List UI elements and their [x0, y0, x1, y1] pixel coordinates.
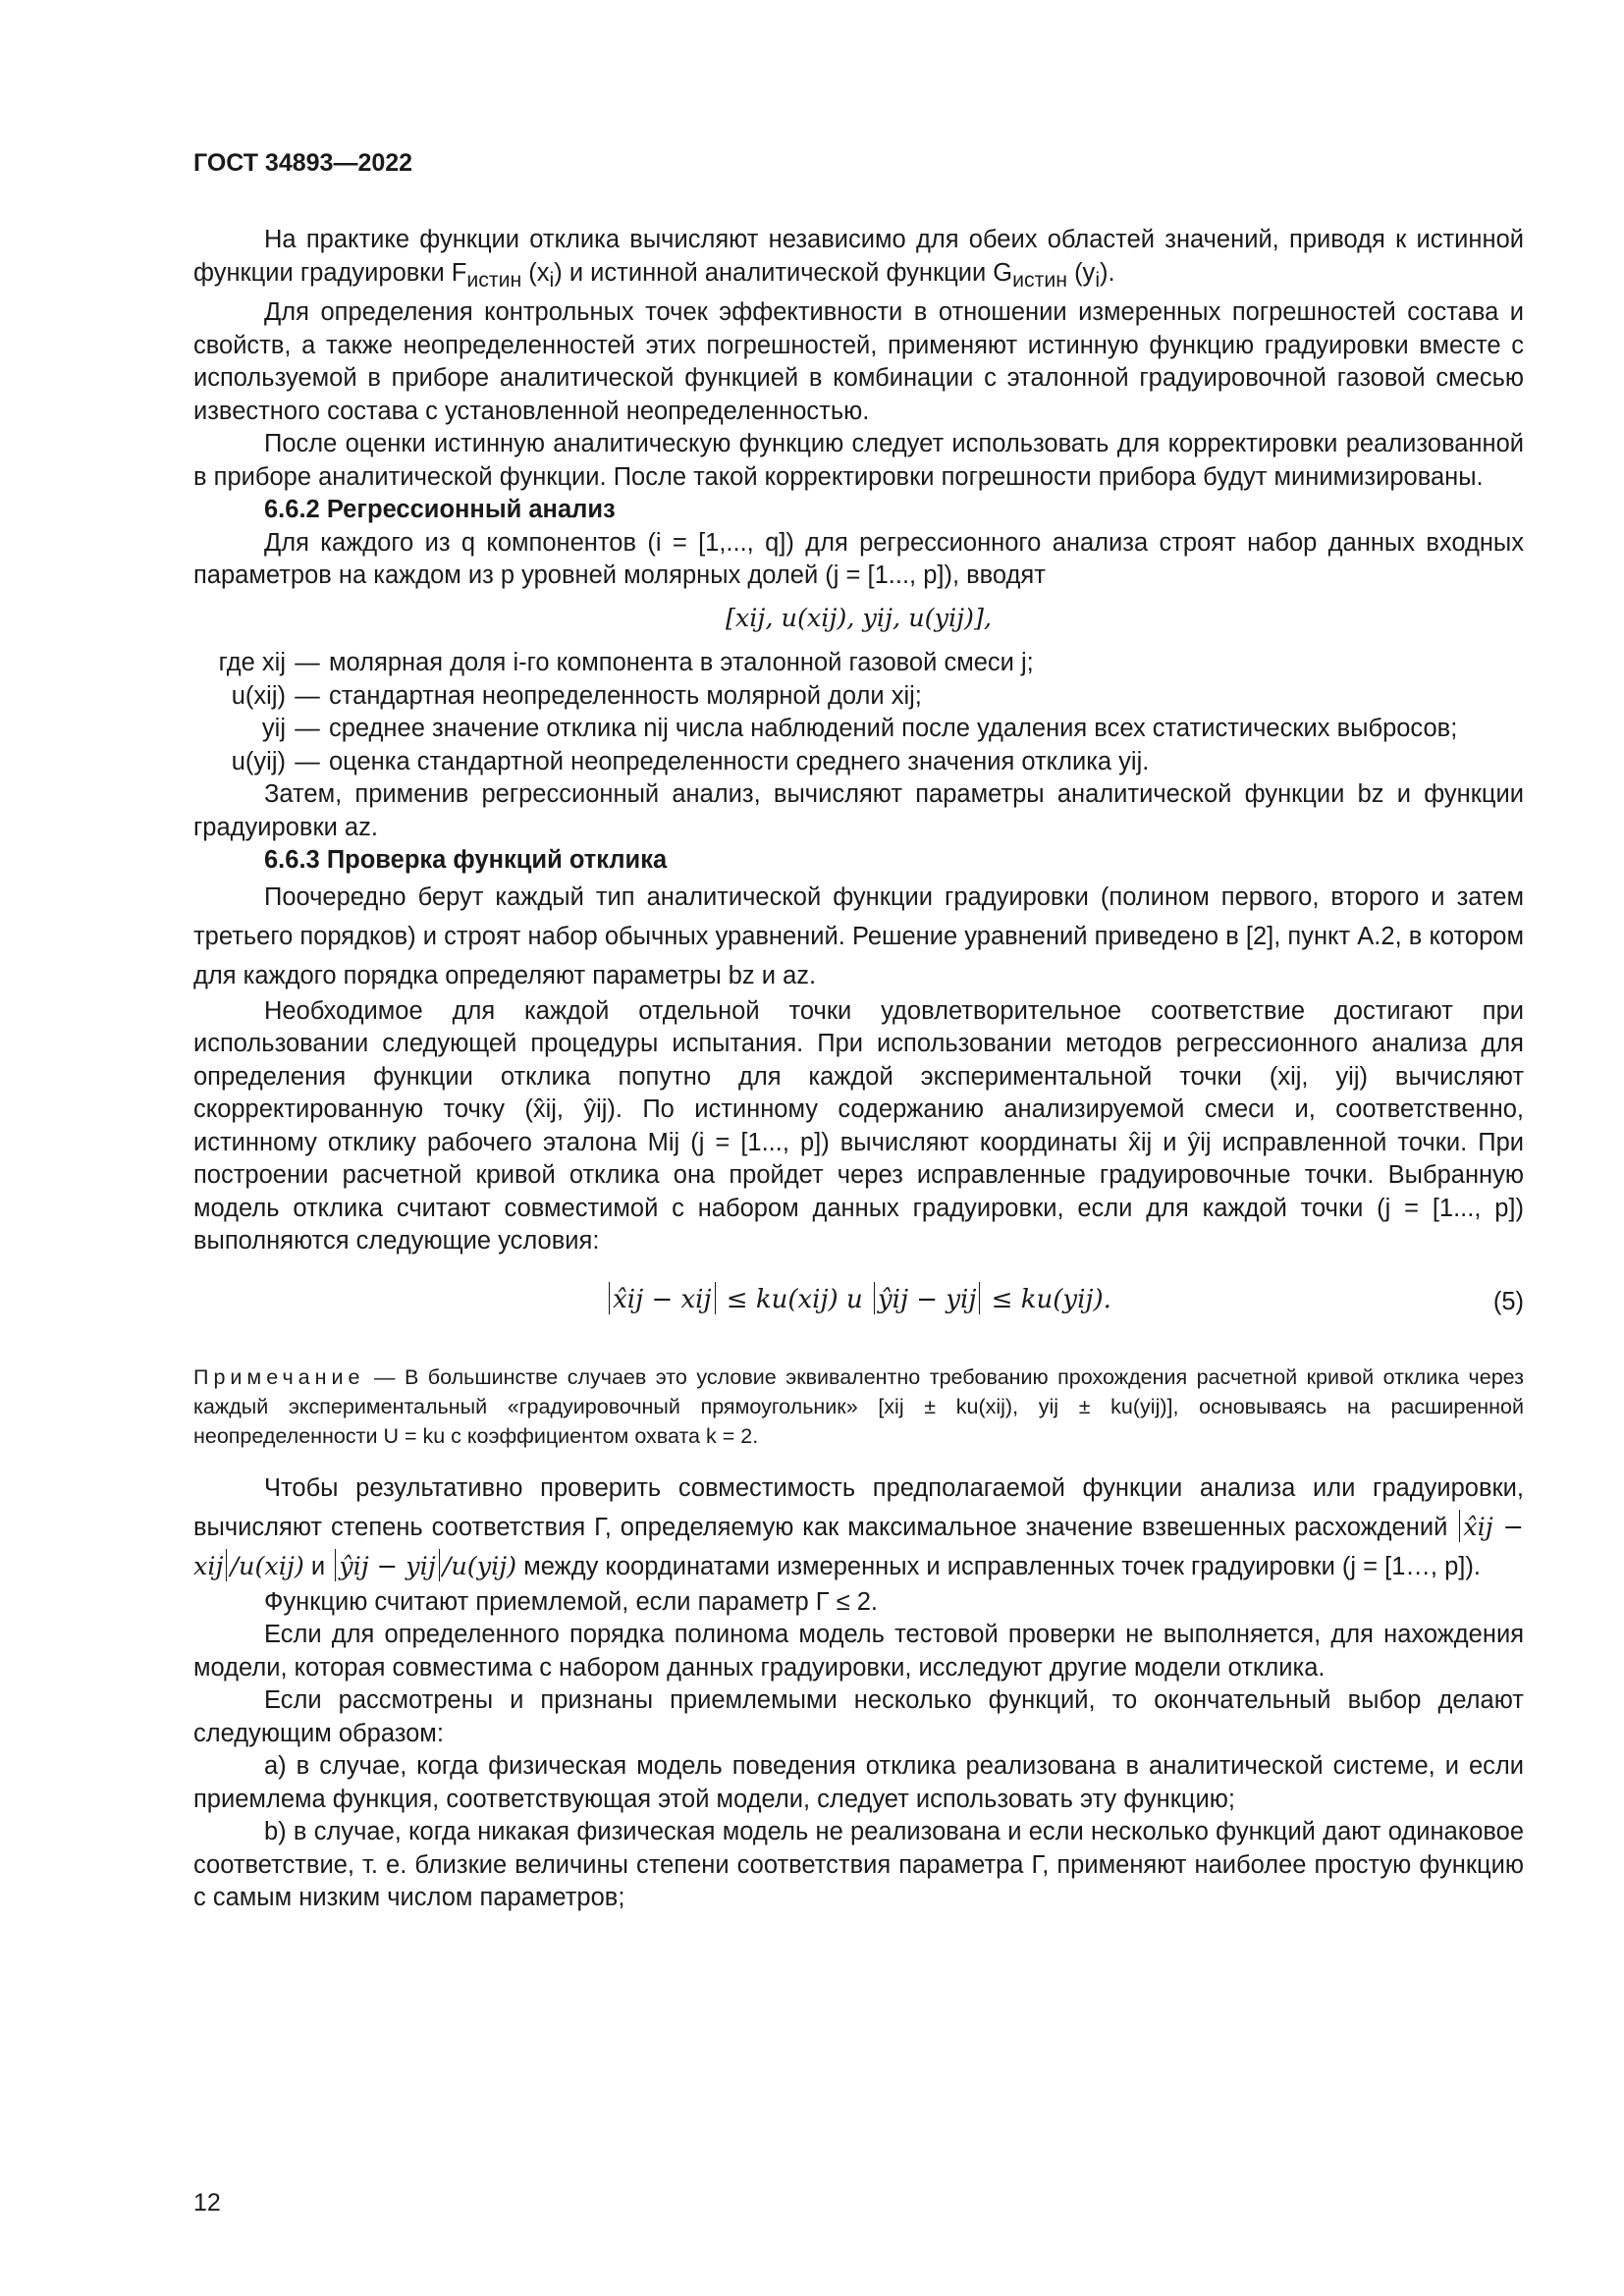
- definition-term: u(xij): [231, 681, 286, 710]
- paragraph-regression-params: Затем, применив регрессионный анализ, вычисляют параметры аналитической функции bz и функции градуировки az.: [193, 780, 1524, 841]
- paragraph-after-estimation: После оценки истинную аналитическую функцию следует использовать для корректировки реализованной в приборе аналитической функции. После такой корректировки погрешности прибора будут минимизированы.: [193, 430, 1524, 491]
- definition-term: yij: [261, 715, 286, 743]
- paragraph-true-functions: На практике функции отклика вычисляют независимо для обеих областей значений, приводя к истинной функции градуировки $F_{истин}$ $(x_i)$ и истинной аналитической функции $G_{истин}$ $(y_i)$.: [193, 226, 1524, 292]
- definition-text: среднее значение отклика nij числа наблюдений после удаления всех статистических выбросов;: [329, 715, 1458, 743]
- definition-row: [193, 680, 1524, 714]
- dash-separator: —: [295, 747, 320, 775]
- paragraph-final-choice: Если рассмотрены и признаны приемлемыми несколько функций, то окончательный выбор делают следующим образом:: [193, 1686, 1524, 1747]
- abs-bar: [335, 1549, 336, 1581]
- list-item: b) в случае, когда никакая физическая модель не реализована и если несколько функций дают одинаковое соответствие, т. е. близкие величины степени соответствия параметра Г, применяют наиболее простую функцию с самым низким числом параметров;: [193, 1818, 1524, 1912]
- paragraph-other-models: Если для определенного порядка полинома модель тестовой проверки не выполняется, для нахождения модели, которая совместима с набором данных градуировки, исследуют другие модели отклика.: [193, 1621, 1524, 1682]
- paragraph-control-points: Для определения контрольных точек эффективности в отношении измеренных погрешностей состава и свойств, а также неопределенностей этих погрешностей, применяют истинную функцию градуировки вместе с используемой в приборе аналитической функцией в комбинации с эталонной градуировочной газовой смесью известного состава с установленной неопределенностью.: [193, 298, 1524, 425]
- list-item: а) в случае, когда физическая модель поведения отклика реализована в аналитической системе, и если приемлема функция, соответствующая этой модели, следует использовать эту функцию;: [193, 1752, 1524, 1813]
- note-label: Примечание: [193, 1364, 365, 1389]
- abs-bar: [226, 1549, 227, 1581]
- equation-number: (5): [1492, 1287, 1524, 1315]
- abs-bar: [715, 1282, 716, 1315]
- definition-row: [193, 647, 1524, 680]
- paragraph-acceptance: Функцию считают приемлемой, если параметр Г ≤ 2.: [264, 1587, 879, 1616]
- formula-data-set: [xij, u(xij), yij, u(yij)],: [725, 603, 993, 633]
- definition-text: молярная доля i-го компонента в эталонной газовой смеси j;: [329, 649, 1034, 677]
- note: [193, 1362, 1524, 1451]
- note-text: — В большинстве случаев это условие эквивалентно требованию прохождения расчетной кривой отклика через каждый экспериментальный «градуировочный прямоугольник» [xij ± ku(xij), yij ± ku(yij)], основываясь на расширенной неопределенности U = ku с коэффициентом охвата k = 2.: [193, 1364, 1524, 1448]
- definition-text: стандартная неопределенность молярной доли xij;: [329, 681, 922, 710]
- paragraph-compatibility-degree: Чтобы результативно проверить совместимость предполагаемой функции анализа или градуировки, вычисляют степень соответствия Г, определяемую как максимальное значение взвешенных расхождений x̂ij − xij /u(xij) и ŷij − yij /u(yij) между координатами измеренных и исправленных точек градуировки (j = [1…, p]).: [193, 1473, 1525, 1581]
- section-heading-6-6-3: 6.6.3 Проверка функций отклика: [264, 846, 668, 875]
- definition-term: u(yij): [231, 747, 286, 775]
- abs-bar: [1459, 1510, 1460, 1542]
- definitions-list: [193, 647, 1524, 778]
- definition-row: [193, 746, 1524, 779]
- dash-separator: —: [295, 649, 320, 677]
- abs-bar: [439, 1549, 440, 1581]
- dash-separator: —: [295, 715, 320, 743]
- page-number: 12: [193, 2189, 221, 2216]
- document-header: ГОСТ 34893—2022: [193, 149, 413, 177]
- dash-separator: —: [295, 681, 320, 710]
- equation-5: [193, 1268, 1524, 1345]
- definition-term: где xij: [218, 649, 286, 677]
- definition-text: оценка стандартной неопределенности среднего значения отклика yij.: [329, 747, 1150, 775]
- paragraph-test-procedure: Необходимое для каждой отдельной точки удовлетворительное соответствие достигают при использовании следующей процедуры испытания. При использовании методов регрессионного анализа для определения функции отклика попутно для каждой экспериментальной точки (xij, yij) вычисляют скорректированную точку (x̂ij, ŷij). По истинному содержанию анализируемой смеси и, соответственно, истинному отклику рабочего эталона Mij (j = [1..., p]) вычисляют координаты x̂ij и ŷij исправленной точки. При построении расчетной кривой отклика она пройдет через исправленные градуировочные точки. Выбранную модель отклика считают совместимой с набором данных градуировки, если для каждой точки (j = [1..., p]) выполняются следующие условия:: [193, 996, 1524, 1255]
- abs-bar: [609, 1282, 610, 1315]
- equation-5-body: x̂ij − xij ≤ ku(xij) и ŷij − yij ≤ ku(yij).: [193, 1282, 1524, 1317]
- section-heading-6-6-2: 6.6.2 Регрессионный анализ: [264, 496, 616, 524]
- abs-bar: [874, 1282, 875, 1315]
- paragraph-regression-input: Для каждого из q компонентов (i = [1,..., q]) для регрессионного анализа строят набор данных входных параметров на каждом из p уровней молярных долей (j = [1..., p]), вводят: [193, 528, 1524, 590]
- paragraph-function-types: Поочередно берут каждый тип аналитической функции градуировки (полином первого, второго и затем третьего порядков) и строят набор обычных уравнений. Решение уравнений приведено в [2], пункт А.2, в котором для каждого порядка определяют параметры bz и az.: [193, 882, 1524, 989]
- definition-row: [193, 713, 1524, 746]
- abs-bar: [979, 1282, 980, 1315]
- document-body: [193, 224, 1524, 1915]
